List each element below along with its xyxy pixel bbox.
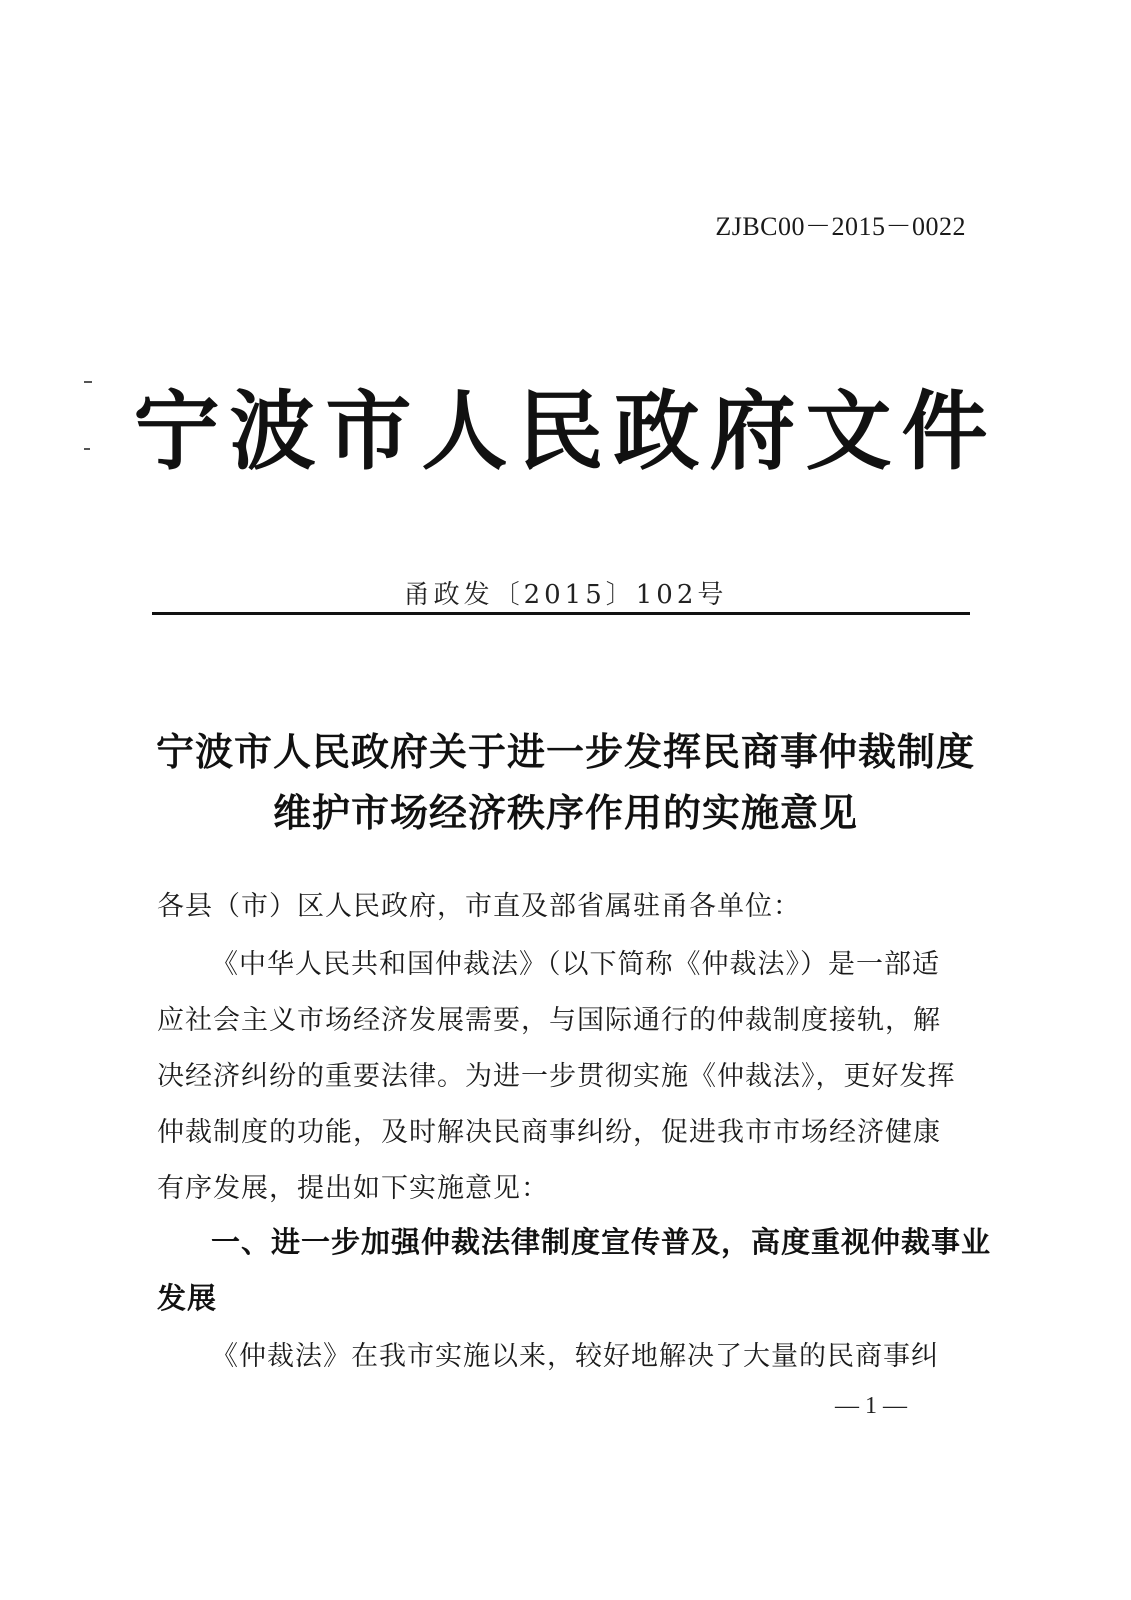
paragraph-line: 仲裁制度的功能，及时解决民商事纠纷，促进我市市场经济健康 xyxy=(157,1117,941,1148)
section-heading-line: 一、进一步加强仲裁法律制度宣传普及，高度重视仲裁事业 xyxy=(211,1225,992,1259)
paragraph-line: 应社会主义市场经济发展需要，与国际通行的仲裁制度接轨，解 xyxy=(157,1005,941,1036)
header-divider xyxy=(152,612,970,615)
issuer-header: 宁波市人民政府文件 xyxy=(133,381,998,482)
page-number: — 1 — xyxy=(835,1393,907,1419)
paragraph-line: 有序发展，提出如下实施意见： xyxy=(157,1173,549,1204)
salutation: 各县（市）区人民政府，市直及部省属驻甬各单位： xyxy=(157,891,801,922)
document-title-line-1: 宁波市人民政府关于进一步发挥民商事仲裁制度 xyxy=(155,729,975,774)
paragraph-line: 《中华人民共和国仲裁法》（以下简称《仲裁法》）是一部适 xyxy=(211,949,940,980)
document-code: ZJBC00－2015－0022 xyxy=(715,212,966,241)
paragraph-line: 《仲裁法》在我市实施以来，较好地解决了大量的民商事纠 xyxy=(211,1341,939,1372)
paragraph-line: 决经济纠纷的重要法律。为进一步贯彻实施《仲裁法》，更好发挥 xyxy=(157,1061,956,1092)
document-title-line-2: 维护市场经济秩序作用的实施意见 xyxy=(272,790,858,835)
issue-number: 甬政发〔2015〕102号 xyxy=(403,580,728,610)
section-heading-line: 发展 xyxy=(157,1281,218,1315)
